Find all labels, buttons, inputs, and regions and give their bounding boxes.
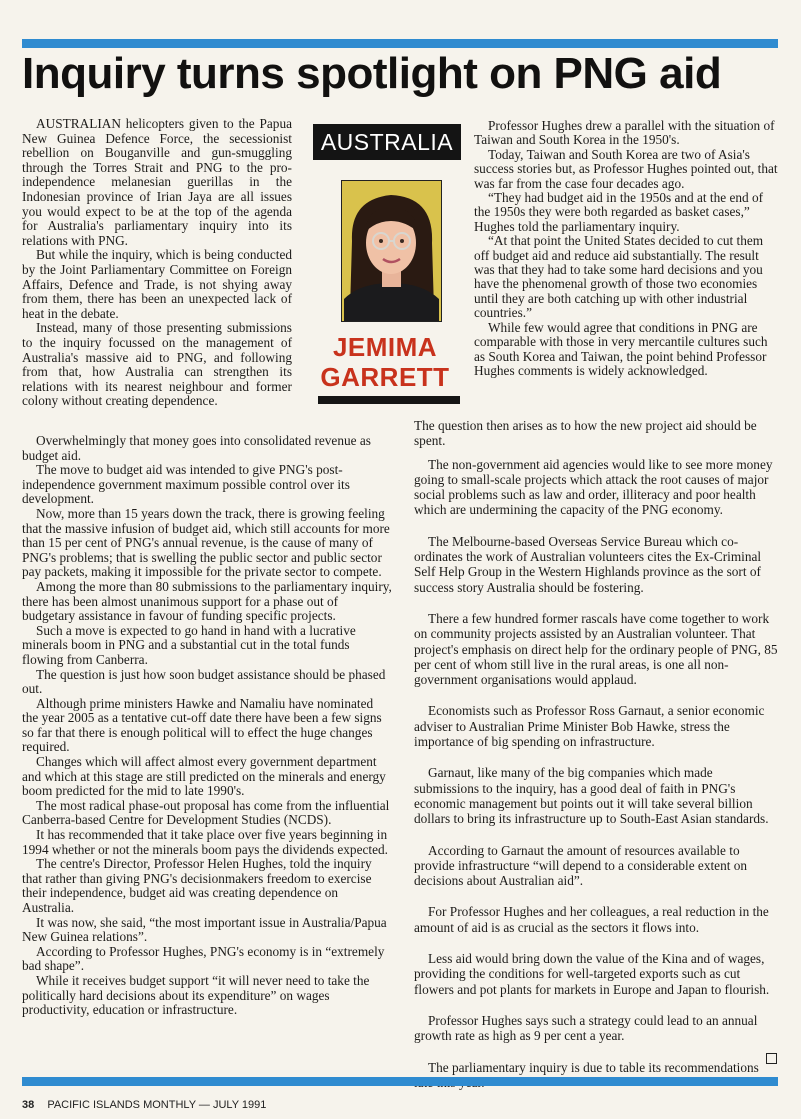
bottom-accent-rule (22, 1077, 778, 1086)
paragraph: “At that point the United States decided to cut them off budget aid and reduce aid substantially. The result was that they had to take some hard decisions and you have the phenomenal growth of those two economies until they are both catching up with other industrial countries.” (474, 233, 764, 321)
paragraph: Changes which will affect almost every government department and which at this stage are still predicted on the minerals and energy boom predicted for the mid to late 1990's. (22, 754, 386, 799)
end-of-article-mark (766, 1053, 777, 1064)
paragraph: Such a move is expected to go hand in hand with a lucrative minerals boom in PNG and a substantial cut in the total funds flowing from Canberra. (22, 622, 356, 667)
paragraph: Although prime ministers Hawke and Namaliu have nominated the year 2005 as a tentative cut-off date there have been a few signs so far that there is enough political will to effect the huge changes required. (22, 695, 382, 755)
article-column-right-bottom (414, 418, 780, 1106)
section-tag: AUSTRALIA (313, 124, 461, 160)
headline: Inquiry turns spotlight on PNG aid (22, 49, 722, 98)
paragraph: The centre's Director, Professor Helen Hughes, told the inquiry that rather than giving PNG's decisionmakers freedom to exercise their independence, budget aid was creating dependence on Australia. (22, 856, 372, 915)
author-photo (341, 180, 442, 322)
page-number: 38 (22, 1099, 35, 1111)
paragraph: Less aid would bring down the value of the Kina and of wages, providing the conditions for well-targeted exports such as cut flowers and pot plants for markets in Europe and Japan to flourish. (414, 951, 770, 997)
paragraph: Professor Hughes says such a strategy could lead to an annual growth rate as high as 9 per cent a year. (414, 1012, 758, 1044)
paragraph: Garnaut, like many of the big companies which made submissions to the inquiry, has a good deal of faith in PNG's economic management but points out it will take several billion dollars to bring its infrastructure up to South-East Asian standards. (414, 765, 769, 827)
paragraph: According to Professor Hughes, PNG's economy is in “extremely bad shape”. (22, 943, 385, 974)
paragraph: Today, Taiwan and South Korea are two of Asia's success stories but, as Professor Hughes pointed out, that was far from the case four decades ago. (474, 146, 778, 191)
paragraph: There a few hundred former rascals have come together to work on community projects assisted by an Australian volunteer. That project's emphasis on direct help for the ordinary people of PNG, 85 per cent of whom still live in the rural areas, is one all non-government organisations would applaud. (414, 610, 778, 688)
paragraph: The question is just how soon budget assistance should be phased out. (22, 666, 386, 697)
article-column-left-top (22, 117, 292, 409)
paragraph: The move to budget aid was intended to give PNG's post-independence government maximum possible control over its development. (22, 462, 350, 507)
paragraph: For Professor Hughes and her colleagues, a real reduction in the amount of aid is as crucial as the sectors it flows into. (414, 904, 769, 935)
paragraph: The parliamentary inquiry is due to table its recommendations (428, 1059, 759, 1075)
paragraph: It was now, she said, “the most important issue in Australia/Papua New Guinea relations”. (22, 914, 387, 945)
paragraph: The most radical phase-out proposal has come from the influential Canberra-based Centre for Development Studies (NCDS). (22, 797, 390, 828)
paragraph: While it receives budget support “it will never need to take the politically hard decisions about its expenditure” on wages productivity, education or infrastructure. (22, 972, 370, 1018)
top-accent-rule (22, 39, 778, 48)
paragraph: According to Garnaut the amount of resources available to provide infrastructure “will depend to a considerable extent on decisions about Australian aid”. (414, 842, 748, 889)
article-column-right-top (474, 119, 778, 378)
paragraph: The non-government aid agencies would like to see more money going to small-scale projects which attack the root causes of major social problems such as law and order, illiteracy and poor health which are undermining the capacity of the PNG economy. (414, 456, 773, 518)
paragraph: AUSTRALIAN helicopters given to the Papua New Guinea Defence Force, the secessionist rebellion on Bouganville and gun-smuggling through the Torres Strait and PNG to the pro-independence melanesian guerillas in the Indonesian province of Irian Jaya are all issues you would expect to be at the top of the agenda for Australia's parliamentary inquiry into its relations with PNG. (22, 116, 292, 248)
page-footer (22, 1099, 266, 1111)
publication-line: PACIFIC ISLANDS MONTHLY — JULY 1991 (47, 1099, 267, 1111)
paragraph: Economists such as Professor Ross Garnaut, a senior economic adviser to Australian Prime Minister Bob Hawke, stress the importance of big spending on infrastructure. (414, 703, 765, 750)
paragraph: The question then arises as to how the new project aid should be spent. (414, 418, 757, 449)
paragraph: Instead, many of those presenting submissions to the inquiry focussed on the management of Australia's massive aid to PNG, and following from that, how Australia can strengthen its relations with its nearest neighbour and former colony without creating dependence. (22, 320, 292, 409)
article-column-left-bottom (22, 434, 392, 1018)
author-first-name: JEMIMA (332, 332, 438, 362)
paragraph: While few would agree that conditions in PNG are comparable with those in very mercantile cultures such as South Korea and Taiwan, the point behind Professor Hughes comments is widely acknowledged. (474, 319, 768, 378)
paragraph: But while the inquiry, which is being conducted by the Joint Parliamentary Committee on Foreign Affairs, Defence and Trade, is not shying away from them, there has been an unexpected lack of heat in the debate. (22, 247, 292, 321)
author-portrait-illustration (342, 181, 441, 321)
paragraph: The Melbourne-based Overseas Service Bureau which co-ordinates the work of Australian volunteers cites the Ex-Criminal Self Help Group in the Western Highlands province as the sort of success story Australia should be fostering. (414, 533, 762, 595)
author-last-name: GARRETT (320, 362, 450, 392)
paragraph: Overwhelmingly that money goes into consolidated revenue as budget aid. (22, 433, 371, 463)
byline-rule (318, 396, 460, 404)
paragraph: Now, more than 15 years down the track, there is growing feeling that the massive infusion of budget aid, which still accounts for more than 15 per cent of PNG's annual revenue, is the cause of many of PNG's problems; that is swelling the public sector and public sector pay packets, making it impossible for the private sector to compete. (22, 505, 390, 580)
paragraph: It has recommended that it take place over five years beginning in 1994 whether or not the minerals boom pays the dividends expected. (22, 827, 388, 857)
paragraph: Professor Hughes drew a parallel with the situation of Taiwan and South Korea in the 1950's. (474, 118, 775, 148)
author-byline (310, 332, 460, 392)
paragraph: Among the more than 80 submissions to the parliamentary inquiry, there has been almost unanimous support for a phase out of budgetary assistance in favour of funding specific projects. (22, 578, 392, 624)
paragraph: “They had budget aid in the 1950s and at the end of the 1950s they were both regarded as basket cases,” Hughes told the parliamentary inquiry. (474, 190, 764, 234)
